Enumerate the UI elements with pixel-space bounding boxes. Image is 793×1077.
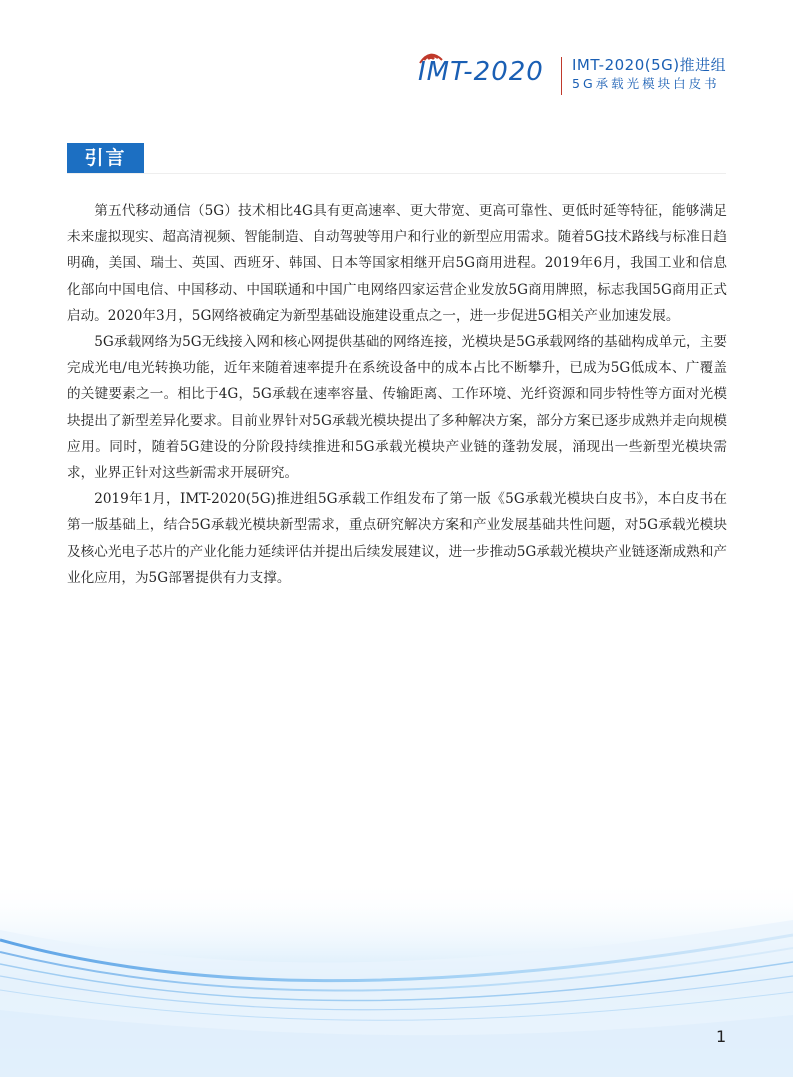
header-title: IMT-2020(5G)推进组 [572, 56, 727, 74]
body-text [67, 198, 727, 591]
header-divider [561, 57, 562, 95]
section-heading-band [67, 143, 726, 174]
paragraph: 第五代移动通信（5G）技术相比4G具有更高速率、更大带宽、更高可靠性、更低时延等特征，能够满足未来虚拟现实、超高清视频、智能制造、自动驾驶等用户和行业的新型应用需求。随着5G技术路线与标准日趋明确，美国、瑞士、英国、西班牙、韩国、日本等国家相继开启5G商用进程。2019年6月，我国工业和信息化部向中国电信、中国移动、中国联通和中国广电网络四家运营企业发放5G商用牌照，标志我国5G商用正式启动。2020年3月，5G网络被确定为新型基础设施建设重点之一，进一步促进5G相关产业加速发展。 [67, 203, 727, 324]
page-header [0, 0, 793, 110]
header-subtitle: 5G承载光模块白皮书 [572, 76, 720, 91]
paragraph: 2019年1月，IMT-2020(5G)推进组5G承载工作组发布了第一版《5G承载光模块白皮书》，本白皮书在第一版基础上，结合5G承载光模块新型需求，重点研究解决方案和产业发展基础共性问题，对5G承载光模块及核心光电子芯片的产业化能力延续评估并提出后续发展建议，进一步推动5G承载光模块产业链逐渐成熟和产业化应用，为5G部署提供有力支撑。 [67, 491, 727, 586]
logo-text: IMT-2020 [418, 57, 544, 87]
section-title: 引言 [67, 143, 144, 173]
decorative-wave-background [0, 880, 793, 1077]
page-number: 1 [716, 1027, 727, 1046]
paragraph: 5G承载网络为5G无线接入网和核心网提供基础的网络连接，光模块是5G承载网络的基础构成单元，主要完成光电/电光转换功能，近年来随着速率提升在系统设备中的成本占比不断攀升，已成为5G低成本、广覆盖的关键要素之一。相比于4G，5G承载在速率容量、传输距离、工作环境、光纤资源和同步特性等方面对光模块提出了新型差异化要求。目前业界针对5G承载光模块提出了多种解决方案，部分方案已逐步成熟并走向规模应用。同时，随着5G建设的分阶段持续推进和5G承载光模块产业链的蓬勃发展，涌现出一些新型光模块需求，业界正针对这些新需求开展研究。 [67, 334, 727, 482]
